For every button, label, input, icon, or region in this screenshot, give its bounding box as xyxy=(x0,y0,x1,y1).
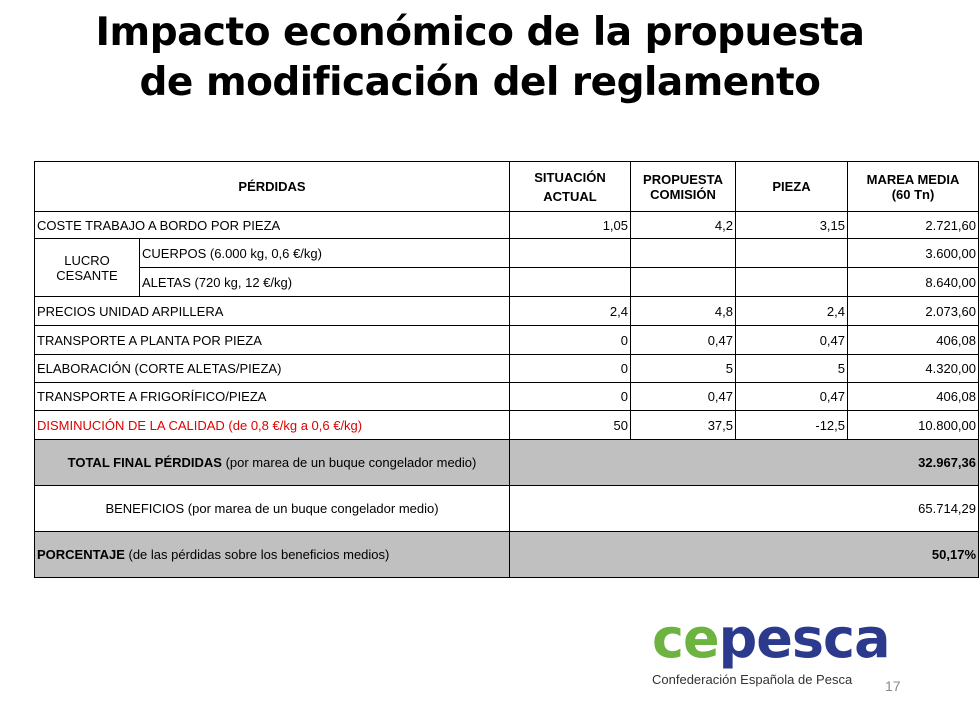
row-label: CUERPOS (6.000 kg, 0,6 €/kg) xyxy=(140,239,510,268)
header-propuesta-comision: PROPUESTA COMISIÓN xyxy=(631,162,736,212)
cell-pieza xyxy=(736,239,848,268)
title-line-1: Impacto económico de la propuesta xyxy=(95,10,865,55)
beneficios-value: 65.714,29 xyxy=(510,486,979,532)
cell-marea: 406,08 xyxy=(848,383,979,411)
row-label: DISMINUCIÓN DE LA CALIDAD (de 0,8 €/kg a 0,6 €/kg) xyxy=(35,411,510,440)
cell-marea: 2.073,60 xyxy=(848,297,979,326)
beneficios-row xyxy=(35,486,979,532)
cell-propuesta: 37,5 xyxy=(631,411,736,440)
header-perdidas: PÉRDIDAS xyxy=(35,162,510,212)
row-label: PRECIOS UNIDAD ARPILLERA xyxy=(35,297,510,326)
losses-table xyxy=(34,161,979,578)
header-marea-media xyxy=(848,162,979,212)
cell-propuesta: 4,2 xyxy=(631,212,736,239)
table-row xyxy=(35,326,979,355)
cepesca-logo xyxy=(652,607,892,692)
cell-propuesta: 0,47 xyxy=(631,326,736,355)
cell-pieza: 3,15 xyxy=(736,212,848,239)
cell-actual: 0 xyxy=(510,326,631,355)
cell-actual: 2,4 xyxy=(510,297,631,326)
cell-actual: 0 xyxy=(510,383,631,411)
logo-part-pesca: pesca xyxy=(718,607,890,670)
total-label-bold: TOTAL FINAL PÉRDIDAS xyxy=(67,455,222,470)
cell-marea: 406,08 xyxy=(848,326,979,355)
total-label-rest: (por marea de un buque congelador medio) xyxy=(221,455,477,470)
cell-actual: 0 xyxy=(510,355,631,383)
beneficios-label: BENEFICIOS (por marea de un buque congelador medio) xyxy=(35,486,510,532)
cell-propuesta: 5 xyxy=(631,355,736,383)
header-pieza: PIEZA xyxy=(736,162,848,212)
cell-marea: 3.600,00 xyxy=(848,239,979,268)
cell-pieza: 5 xyxy=(736,355,848,383)
cell-pieza: 0,47 xyxy=(736,383,848,411)
row-label: ALETAS (720 kg, 12 €/kg) xyxy=(140,268,510,297)
total-row xyxy=(35,440,979,486)
total-label xyxy=(35,440,510,486)
total-value: 32.967,36 xyxy=(510,440,979,486)
cell-marea: 10.800,00 xyxy=(848,411,979,440)
porcentaje-label-rest: (de las pérdidas sobre los beneficios medios) xyxy=(124,547,390,562)
porcentaje-value: 50,17% xyxy=(510,532,979,578)
header-marea-sub: (60 Tn) xyxy=(891,186,935,202)
cell-propuesta: 4,8 xyxy=(631,297,736,326)
row-label: TRANSPORTE A PLANTA POR PIEZA xyxy=(35,326,510,355)
row-label: COSTE TRABAJO A BORDO POR PIEZA xyxy=(35,212,510,239)
page-number: 17 xyxy=(885,678,901,694)
cell-actual: 50 xyxy=(510,411,631,440)
cell-pieza xyxy=(736,268,848,297)
cell-marea: 4.320,00 xyxy=(848,355,979,383)
cell-pieza: 0,47 xyxy=(736,326,848,355)
cell-propuesta: 0,47 xyxy=(631,383,736,411)
header-marea-label: MAREA MEDIA xyxy=(866,171,960,187)
table-row xyxy=(35,355,979,383)
slide-title xyxy=(0,8,960,108)
cell-propuesta xyxy=(631,268,736,297)
logo-part-ce: ce xyxy=(652,607,719,670)
row-label: TRANSPORTE A FRIGORÍFICO/PIEZA xyxy=(35,383,510,411)
title-line-2: de modificación del reglamento xyxy=(139,60,821,105)
cell-actual xyxy=(510,239,631,268)
lucro-cesante-label: LUCRO CESANTE xyxy=(35,239,140,297)
cell-pieza: -12,5 xyxy=(736,411,848,440)
header-situacion-actual: SITUACIÓN ACTUAL xyxy=(510,162,631,212)
logo-wordmark xyxy=(652,607,892,670)
table-row xyxy=(35,411,979,440)
table-row xyxy=(35,297,979,326)
cell-actual: 1,05 xyxy=(510,212,631,239)
cell-marea: 2.721,60 xyxy=(848,212,979,239)
header-row xyxy=(35,162,979,212)
cell-pieza: 2,4 xyxy=(736,297,848,326)
table-row xyxy=(35,383,979,411)
porcentaje-row xyxy=(35,532,979,578)
logo-subtitle: Confederación Española de Pesca xyxy=(652,672,853,687)
table-row xyxy=(35,268,979,297)
porcentaje-label xyxy=(35,532,510,578)
cell-actual xyxy=(510,268,631,297)
cell-propuesta xyxy=(631,239,736,268)
row-label: ELABORACIÓN (CORTE ALETAS/PIEZA) xyxy=(35,355,510,383)
porcentaje-label-bold: PORCENTAJE xyxy=(37,547,125,562)
cell-marea: 8.640,00 xyxy=(848,268,979,297)
table-row xyxy=(35,239,979,268)
table-row xyxy=(35,212,979,239)
